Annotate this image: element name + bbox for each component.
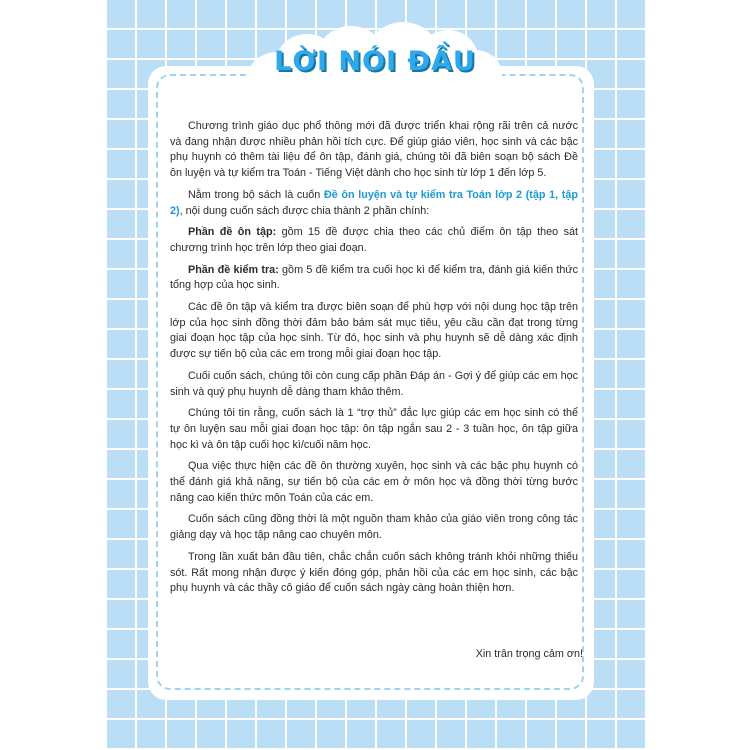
paragraph-helper: Chúng tôi tin rằng, cuốn sách là 1 “trợ thủ” đắc lực giúp các em học sinh có thể tự ôn luyện sau mỗi giai đoạn học tập: ôn tập ngắn sau 2 - 3 tuần học, ôn tập giữa học kì và ôn tập cuối học kì/cuối năm học. <box>170 407 578 451</box>
page-title: LỜI NÓI ĐẦU <box>274 46 476 77</box>
paragraph-teacher-reference: Cuốn sách cũng đồng thời là một nguồn tham khảo của giáo viên trong công tác giảng dạy và học tập nâng cao chuyên môn. <box>170 513 578 542</box>
test-part-text: gồm 5 đề kiểm tra cuối học kì để kiểm tra, đánh giá kiến thức tổng hợp của học sinh. <box>170 263 578 292</box>
book-title-link: Đề ôn luyện và tự kiểm tra Toán lớp 2 (tập 1, tập 2) <box>170 188 578 217</box>
paragraph-intro: Chương trình giáo dục phổ thông mới đã được triển khai rộng rãi trên cả nước và đang nhận được nhiều phản hồi tích cực. Để giúp giáo viên, học sinh và các bậc phụ huynh có thêm tài liệu để ôn tập, đánh giá, chúng tôi đã biên soạn bộ sách Đề ôn luyện và tự kiểm tra Toán - Tiếng Việt dành cho học sinh từ lớp 1 đến lớp 5. <box>170 120 578 180</box>
closing-line: Xin trân trọng cảm ơn! <box>475 648 583 660</box>
paragraph-progress: Qua việc thực hiện các đề ôn thường xuyên, học sinh và các bậc phụ huynh có thể đánh giá khả năng, sự tiến bộ của các em ở môn học và đồng thời từng bước nâng cao kiến thức môn Toán của các em. <box>170 460 578 504</box>
review-part-label: Phần đề ôn tập: <box>188 226 277 239</box>
paragraph-review-part <box>170 225 578 256</box>
preface-body <box>170 119 578 603</box>
paragraph-test-part <box>170 263 578 294</box>
review-part-text: gồm 15 đề được chia theo các chủ điểm ôn tập theo sát chương trình học trên lớp theo giai đoạn. <box>170 226 578 254</box>
paragraph-feedback: Trong lần xuất bản đầu tiên, chắc chắn cuốn sách không tránh khỏi những thiếu sót. Rất mong nhận được ý kiến đóng góp, phản hồi của các em học sinh, các bậc phụ huynh và các thầy cô giáo để cuốn sách ngày càng hoàn thiện hơn. <box>170 550 578 595</box>
paragraph-answers: Cuối cuốn sách, chúng tôi còn cung cấp phần Đáp án - Gợi ý để giúp các em học sinh và quý phụ huynh dễ dàng tham khảo thêm. <box>170 369 578 398</box>
test-part-label: Phần đề kiểm tra: <box>188 263 279 276</box>
book-intro-text: Nằm trong bộ sách là cuốn <box>188 188 324 201</box>
paragraph-book <box>170 188 578 219</box>
book-structure-text: , nội dung cuốn sách được chia thành 2 phần chính: <box>179 204 430 217</box>
paragraph-purpose: Các đề ôn tập và kiểm tra được biên soạn để phù hợp với nội dung học tập trên lớp của học sinh đồng thời đảm bảo bám sát mục tiêu, yêu cầu cần đạt trong từng giai đoạn học tập của học sinh. Từ đó, học sinh và phụ huynh sẽ dễ dàng xác định được sự tiến bộ của các em trong mỗi giai đoạn học tập. <box>170 301 578 361</box>
